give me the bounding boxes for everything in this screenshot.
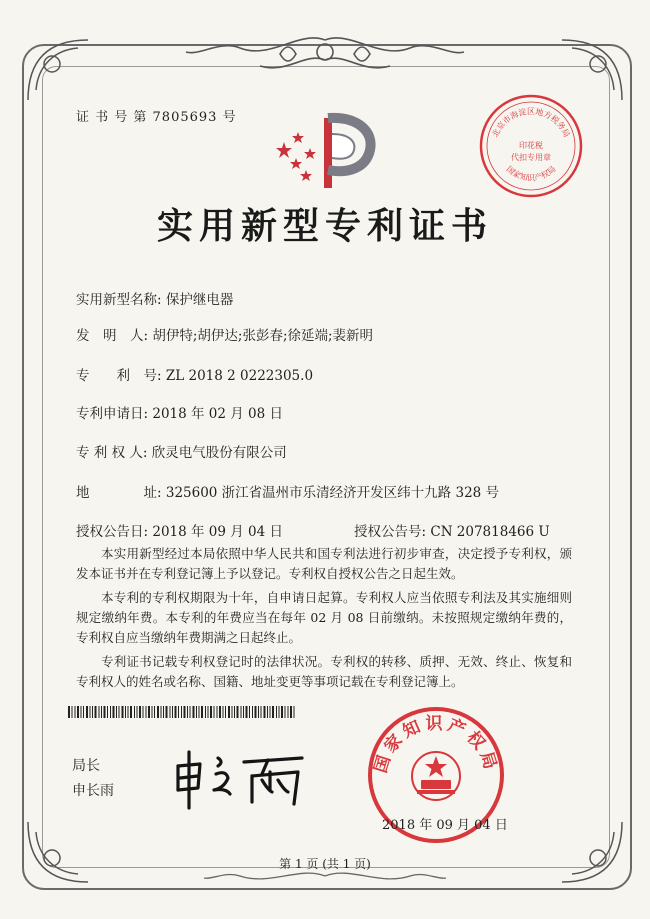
barcode-bar (119, 706, 120, 718)
barcode-bar (130, 706, 132, 718)
grant-number-value: CN 207818466 U (430, 524, 550, 540)
field-patent-number (76, 364, 313, 384)
barcode-bar (137, 706, 138, 718)
barcode-bar (139, 706, 141, 718)
barcode-bar (101, 706, 102, 718)
handwritten-signature (170, 744, 310, 812)
field-label: 专 利 权 人: (76, 445, 148, 461)
barcode-bar (281, 706, 283, 718)
barcode-bar (175, 706, 177, 718)
barcode-bar (81, 706, 82, 718)
barcode-bar (68, 706, 70, 718)
barcode-bar (170, 706, 171, 718)
corner-ornament-bottom-right (552, 812, 632, 892)
barcode-bar (95, 706, 97, 718)
field-value: 325600 浙江省温州市乐清经济开发区纬十九路 328 号 (165, 485, 500, 501)
barcode-bar (210, 706, 212, 718)
signatory-name: 申长雨 (72, 783, 114, 799)
field-label: 专 利 号: (76, 368, 162, 384)
barcode-bar (270, 706, 271, 718)
grant-date-label: 授权公告日: (76, 524, 149, 540)
seal-date: 2018 年 09 月 04 日 (382, 818, 508, 833)
paragraph-grant-statement: 本实用新型经过本局依照中华人民共和国专利法进行初步审查，决定授予专利权，颁发本证书并在专利登记簿上予以登记。专利权自授权公告之日起生效。 (76, 546, 572, 581)
barcode-bar (208, 706, 209, 718)
barcode-bar (110, 706, 111, 718)
barcode-bar (258, 706, 259, 718)
barcode-bar (272, 706, 274, 718)
grant-date-value: 2018 年 09 月 04 日 (152, 524, 284, 540)
field-value: ZL 2018 2 0222305.0 (165, 368, 314, 384)
barcode-bar (196, 706, 197, 718)
barcode-bar (113, 706, 115, 718)
corner-ornament-bottom-left (18, 812, 98, 892)
barcode-bar (217, 706, 218, 718)
signatory-title: 局长 (72, 758, 100, 774)
barcode-bar (285, 706, 286, 718)
tax-seal-line4: 国家知识产权局 (504, 164, 558, 183)
barcode-bar (178, 706, 179, 718)
barcode-bar (75, 706, 76, 718)
barcode-bar (187, 706, 188, 718)
barcode-bar (99, 706, 100, 718)
barcode-bar (86, 706, 88, 718)
barcode-bar (90, 706, 91, 718)
barcode-bar (107, 706, 108, 718)
seal-text: 国家知识产权局 (370, 713, 502, 776)
barcode-bar (234, 706, 235, 718)
corner-ornament-top-left (18, 30, 98, 110)
field-label: 实用新型名称: (76, 292, 162, 308)
barcode-bar (77, 706, 79, 718)
barcode-bar (116, 706, 117, 718)
grant-announcement-number (354, 520, 550, 540)
field-label: 发 明 人: (76, 328, 149, 344)
barcode (68, 706, 296, 718)
field-value: 欣灵电气股份有限公司 (151, 445, 287, 461)
barcode-bar (241, 706, 242, 718)
barcode-bar (72, 706, 73, 718)
barcode-bar (228, 706, 230, 718)
tax-seal-line2: 印花税 (519, 141, 543, 150)
barcode-bar (232, 706, 233, 718)
field-application-date (76, 402, 283, 422)
barcode-bar (288, 706, 289, 718)
grant-announcement-date (76, 520, 283, 540)
barcode-bar (128, 706, 129, 718)
field-label: 专利申请日: (76, 406, 149, 422)
barcode-bar (152, 706, 153, 718)
barcode-bar (225, 706, 226, 718)
barcode-bar (219, 706, 221, 718)
top-ornament (180, 30, 470, 86)
barcode-bar (199, 706, 200, 718)
barcode-bar (290, 706, 292, 718)
svg-text:北京市海淀区地方税务局 (490, 106, 572, 138)
barcode-bar (157, 706, 159, 718)
paragraph-legal-status: 专利证书记载专利权登记时的法律状况。专利权的转移、质押、无效、终止、恢复和专利权人的姓名或名称、国籍、地址变更等事项记载在专利登记簿上。 (76, 654, 572, 689)
field-value: 保护继电器 (165, 292, 234, 308)
barcode-bar (154, 706, 155, 718)
barcode-bar (201, 706, 203, 718)
barcode-bar (261, 706, 262, 718)
barcode-bar (92, 706, 93, 718)
barcode-bar (276, 706, 277, 718)
certificate-number (76, 106, 237, 125)
barcode-bar (214, 706, 215, 718)
barcode-bar (104, 706, 106, 718)
barcode-bar (237, 706, 239, 718)
barcode-bar (243, 706, 244, 718)
barcode-bar (205, 706, 206, 718)
barcode-bar (190, 706, 191, 718)
barcode-bar (267, 706, 268, 718)
barcode-bar (181, 706, 182, 718)
grant-number-label: 授权公告号: (354, 524, 427, 540)
tax-seal (477, 92, 585, 200)
tax-seal-line1: 北京市海淀区地方税务局 (490, 107, 572, 139)
barcode-bar (146, 706, 147, 718)
certificate-number-value: 第 7805693 号 (133, 110, 237, 125)
field-value: 胡伊特;胡伊达;张彭春;徐延端;裴新明 (152, 328, 374, 344)
tax-seal-line3: 代扣专用章 (511, 153, 551, 162)
barcode-bar (294, 706, 295, 718)
barcode-bar (252, 706, 253, 718)
barcode-bar (134, 706, 135, 718)
svg-text:国家知识产权局 (505, 164, 558, 182)
barcode-bar (172, 706, 173, 718)
barcode-bar (83, 706, 84, 718)
page-indicator: 第 1 页 (共 1 页) (279, 857, 371, 871)
barcode-bar (264, 706, 266, 718)
barcode-bar (246, 706, 248, 718)
barcode-bar (148, 706, 150, 718)
field-patentee (76, 441, 287, 461)
barcode-bar (143, 706, 144, 718)
barcode-bar (163, 706, 164, 718)
barcode-bar (125, 706, 126, 718)
field-label: 地 址: (76, 485, 162, 501)
barcode-bar (122, 706, 124, 718)
certificate-number-label: 证 书 号 (76, 110, 129, 125)
certificate-title: 实用新型专利证书 (156, 205, 493, 247)
barcode-bar (193, 706, 195, 718)
barcode-bar (279, 706, 280, 718)
barcode-bar (166, 706, 168, 718)
field-address (76, 481, 499, 501)
barcode-bar (161, 706, 162, 718)
field-value: 2018 年 02 月 08 日 (152, 406, 284, 422)
barcode-bar (255, 706, 257, 718)
field-utility-model-name (76, 288, 233, 308)
barcode-bar (184, 706, 186, 718)
paragraph-term-and-fees: 本专利的专利权期限为十年，自申请日起算。专利权人应当依照专利法及其实施细则规定缴纳年费。本专利的年费应当在每年 02 月 08 日前缴纳。未按照规定缴纳年费的，专利权自应当缴纳年费期满之日起终止。 (76, 590, 572, 645)
barcode-bar (223, 706, 224, 718)
patent-office-emblem (266, 112, 384, 192)
field-inventors (76, 324, 373, 344)
barcode-bar (249, 706, 250, 718)
